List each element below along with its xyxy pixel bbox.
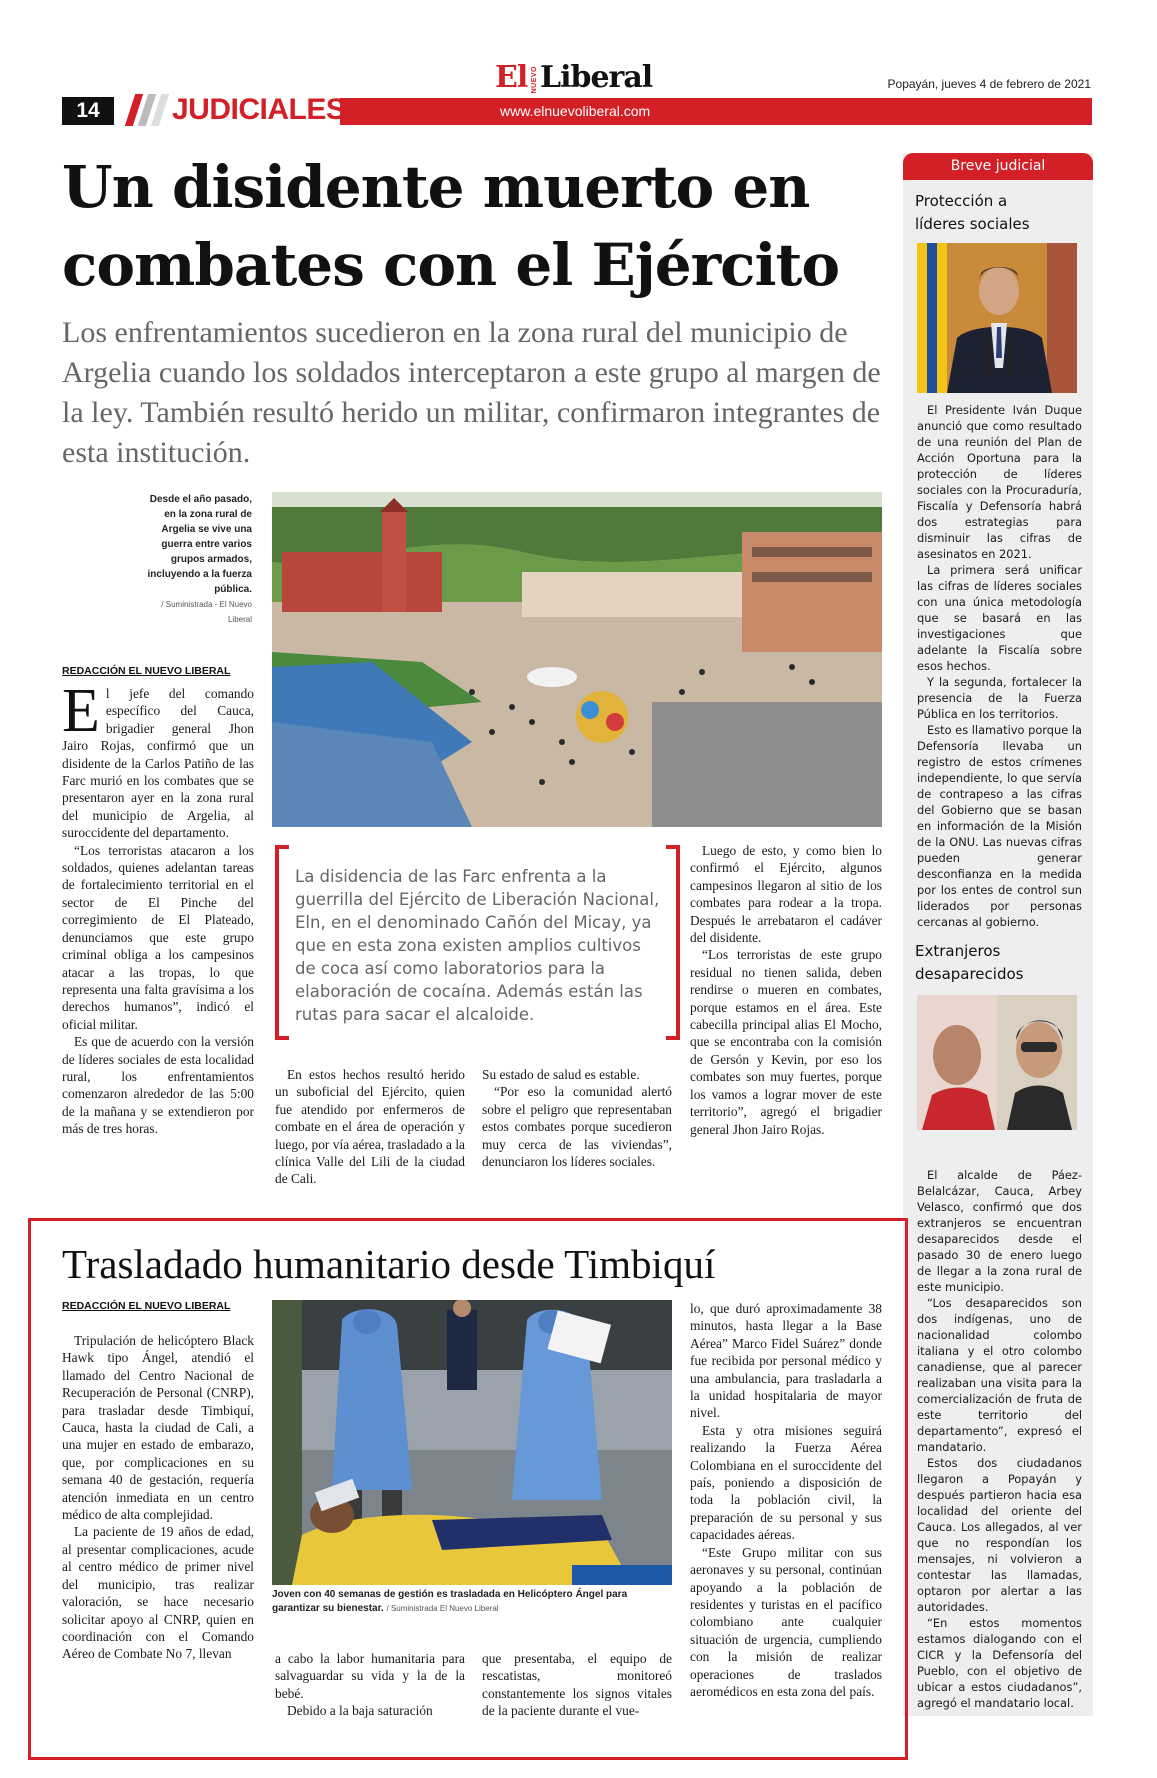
main-column-1 <box>62 677 254 1138</box>
logo-el: El <box>495 60 528 95</box>
second-col1-para-1: Tripulación de helicóptero Black Hawk tipo Ángel, atendió el llamado del Centro Nacional de Recuperación de Personal (CNRP), para trasladar desde Timbiquí, Cauca, hasta la ciudad de Cali, a una mujer en estado de embarazo, que, por complicaciones en su semana 40 de gestación, requería atención inmediata en un centro médico de alta complejidad. <box>62 1333 254 1523</box>
brief-1-title-line-2: líderes sociales <box>915 215 1030 233</box>
section-name: JUDICIALES <box>172 93 346 126</box>
brief-2-para-2: “Los desaparecidos son dos indígenas, uno de nacionalidad colombo italiana y el otro colombo canadiense, que al parecer realizaban una visita para la comercialización de fruta de este territorio del departamento”, expresó el mandatario. <box>917 1296 1082 1454</box>
brief-2-title-line-2: desaparecidos <box>915 965 1024 983</box>
president-illustration <box>917 243 1077 393</box>
main-col2-para-1: En estos hechos resultó herido un suboficial del Ejército, quien fue atendido por enfermeros de combate en el área de operación y luego, por vía aérea, trasladado a la clínica Valle del Lili de la ciudad de Cali. <box>275 1067 465 1187</box>
main-col1-para-1-text: l jefe del comando específico del Cauca, brigadier general Jhon Jairo Rojas, confirmó que un disidente de la Carlos Patiño de las Farc murió en los combates que se presentaron ayer en la zona rural del municipio de Argelia, al suroccidente del departamento. <box>62 686 254 841</box>
brief-2-para-4: “En estos momentos estamos dialogando con el CICR y la Defensoría del Pueblo, con el objetivo de ubicar a estos ciudadanos”, agregó el mandatario local. <box>917 1616 1082 1710</box>
helicopter-rescue-photo <box>272 1300 672 1585</box>
pull-quote-bracket-left <box>275 845 289 1040</box>
pull-quote-bracket-right <box>666 845 680 1040</box>
brief-1-para-2: La primera será unificar las cifras de líderes sociales con una única metodología que se basará en las investigaciones que adelante la Fiscalía sobre esos hechos. <box>917 563 1082 673</box>
second-photo-credit: / Suministrada El Nuevo Liberal <box>386 1604 499 1613</box>
main-col1-para-2: “Los terroristas atacaron a los soldados, quienes adelantan tareas de fortalecimiento territorial en el sector de El Pinche del corregimiento de El Plateado, denunciamos que este grupo criminal obliga a los campesinos atacar a las tropas, lo que representa una falta gravísima a los derechos humanos”, indicó el oficial militar. <box>62 842 254 1032</box>
main-col1-para-3: Es que de acuerdo con la versión de líderes sociales de esta localidad rural, los enfrentamientos comenzaron alrededor de las 5:00 de la mañana y se extendieron por más de tres horas. <box>62 1034 254 1137</box>
president-photo <box>917 243 1077 393</box>
rescue-illustration <box>272 1300 672 1585</box>
second-photo-caption-text: Joven con 40 semanas de gestión es trasladada en Helicóptero Ángel para garantizar su bienestar. <box>272 1589 628 1614</box>
second-column-4 <box>690 1300 882 1700</box>
brief-1-para-4: Esto es llamativo porque la Defensoría llevaba un registro de estos crímenes independiente, lo que servía de contrapeso a las cifras del Gobierno que se basan en información de la Misión de la ONU. Las nuevas cifras pueden generar desconfianza en la medida por los entes de control sun liderados por personas cercanas al gobierno. <box>917 723 1083 929</box>
brief-2-body <box>917 1167 1082 1711</box>
main-col1-para-1 <box>62 677 254 842</box>
main-byline: REDACCIÓN EL NUEVO LIBERAL <box>62 665 231 677</box>
headline-line-2: combates con el Ejército <box>62 231 840 299</box>
pull-quote-text: La disidencia de las Farc enfrenta a la guerrilla del Ejército de Liberación Nacional, Eln, en el denominado Cañón del Micay, ya que en esta zona existen amplios cultivos de coca así como laboratorios para la elaboración de cocaína. Además están las rutas para sacar el alcaloide. <box>295 867 660 1024</box>
brief-1-title <box>915 190 1085 236</box>
brief-1-body <box>917 402 1082 930</box>
main-col3-para-1: Su estado de salud es estable. <box>482 1067 640 1082</box>
brief-1-para-1: El Presidente Iván Duque anunció que como resultado de una reunión del Plan de Acción Oportuna para la protección de líderes sociales con la Procuraduría, Fiscalía y Defensoría habrá dos estrategias para disminuir las cifras de asesinatos en 2021. <box>917 403 1082 561</box>
main-column-2 <box>275 1066 465 1188</box>
logo-nuevo: NUEVO <box>531 66 538 94</box>
second-column-1 <box>62 1332 254 1663</box>
header-red-bar <box>340 98 1092 125</box>
headline-line-1: Un disidente muerto en <box>62 153 810 221</box>
main-column-3 <box>482 1066 672 1170</box>
photo-credit: / Suministrada - El Nuevo Liberal <box>161 600 252 624</box>
pull-quote <box>275 845 680 1040</box>
main-col4-para-1: Luego de esto, y como bien lo confirmó el Ejército, algunos campesinos llegaron al sitio de los combates para rodear a la tropa. Después le arrebataron el cadáver del disidente. <box>690 843 882 946</box>
sidebar-tab: Breve judicial <box>903 153 1093 180</box>
second-col4-para-3: “Este Grupo militar con sus aeronaves y su personal, continúan apoyando a la población de residentes y turistas en el pacífico colombiano ante cualquier situación de urgencia, cumpliendo con la misión de realizar operaciones de traslados aeromédicos en esta zona del país. <box>690 1544 882 1699</box>
second-column-3 <box>482 1650 672 1720</box>
brief-2-title-line-1: Extranjeros <box>915 942 1001 960</box>
brief-2-title <box>915 940 1085 986</box>
town-square-illustration <box>272 492 882 827</box>
missing-persons-illustration <box>917 995 1077 1130</box>
second-col1-para-2: La paciente de 19 años de edad, al presentar complicaciones, acude al centro médico de primer nivel del municipio, tras realizar valoración, se hace necesario solicitar apoyo al CNRP, quien en coordinación con el Comando Aéreo de Combate No 7, llevan <box>62 1524 254 1662</box>
second-col2-para-2: Debido a la baja saturación <box>287 1703 433 1719</box>
brief-1-title-line-1: Protección a <box>915 192 1008 210</box>
photo-caption <box>140 492 252 627</box>
missing-persons-photo <box>917 995 1077 1130</box>
second-col4-para-1: lo, que duró aproximadamente 38 minutos, hasta llegar a la Base Aérea” Marco Fidel Suárez” donde fue recibida por personal médico y una ambulancia, para trasladarla a la unidad hospitalaria de mayor nivel. <box>690 1301 882 1421</box>
main-deck: Los enfrentamientos sucedieron en la zona rural del municipio de Argelia cuando los soldados interceptaron a este grupo al margen de la ley. También resultó herido un militar, confirmaron integrantes de esta institución. <box>62 316 881 469</box>
second-article-title: Trasladado humanitario desde Timbiquí <box>62 1241 716 1287</box>
second-col4-para-2: Esta y otra misiones seguirá realizando la Fuerza Aérea Colombiana en el suroccidente del país, poniendo a disposición de toda la población civil, la preparación de su personal y sus capacidades aéreas. <box>690 1422 882 1543</box>
photo-caption-text: Desde el año pasado, en la zona rural de Argelia se vive una guerra entre varios grupos armados, incluyendo a la fuerza pública. <box>147 494 252 595</box>
main-column-4 <box>690 842 882 1138</box>
issue-date: Popayán, jueves 4 de febrero de 2021 <box>887 77 1091 91</box>
brief-1-para-3: Y la segunda, fortalecer la presencia de la Fuerza Pública en los territorios. <box>917 675 1082 721</box>
second-col2-para-1: a cabo la labor humanitaria para salvaguardar su vida y la de la bebé. <box>275 1651 465 1701</box>
logo-liberal: Liberal <box>540 60 653 95</box>
main-col4-para-2: “Los terroristas de este grupo residual no tienen salida, deben rendirse o mueren en combates, porque estamos en el área. Este cabecilla principal alias El Mocho, que se encontraba con la comisión de Gersón y Kevin, por eso los combates son muy fuertes, porque los vamos a lograr mover de este territorio”, agregó el brigadier general Jhon Jairo Rojas. <box>690 947 882 1137</box>
second-photo-caption <box>272 1588 672 1616</box>
site-url[interactable]: www.elnuevoliberal.com <box>500 103 651 119</box>
brief-2-para-1: El alcalde de Páez-Belalcázar, Cauca, Arbey Velasco, confirmó que dos extranjeros se encuentran desaparecidos desde el pasado 30 de enero luego de llegar a la zona rural de este municipio. <box>917 1168 1082 1294</box>
second-column-2 <box>275 1650 465 1720</box>
second-byline: REDACCIÓN EL NUEVO LIBERAL <box>62 1300 231 1312</box>
newspaper-logo <box>495 60 665 96</box>
main-col3-para-2: “Por eso la comunidad alertó sobre el peligro que representaban estos combates porque sucedieron muy cerca de las viviendas”, denunciaron los líderes sociales. <box>482 1084 672 1170</box>
brief-2-para-3: Estos dos ciudadanos llegaron a Popayán y después partieron hacia esa localidad del oriente del Cauca. Los allegados, al ver que no respondían los mensajes, ni volvieron a contestar las llamadas, optaron por alertar a las autoridades. <box>917 1456 1082 1614</box>
main-headline <box>62 148 882 304</box>
town-square-photo <box>272 492 882 827</box>
second-col3-para-1: que presentaba, el equipo de rescatistas, monitoreó constantemente los signos vitales de la paciente durante el vue- <box>482 1651 672 1719</box>
drop-cap: E <box>62 677 100 745</box>
page-number: 14 <box>62 97 114 125</box>
